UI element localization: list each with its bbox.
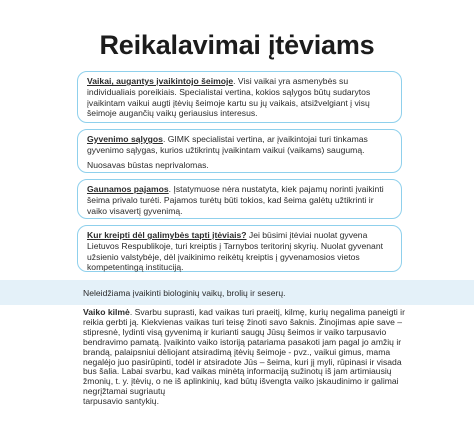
body-line: Vaiko kilmė. Svarbu suprasti, kad vaikas turi praeitį, kilmę, kurių negalima paneigti ir [83, 307, 405, 317]
page-title: Reikalavimai įtėviams [99, 30, 375, 60]
body-line: negrįžtamai sugriautų [83, 386, 166, 397]
requirement-card-children [77, 71, 402, 123]
child-origin-section [83, 308, 403, 407]
requirement-card-living-conditions [77, 129, 402, 173]
body-line: negalėjo juo pasirūpinti, todėl ir atsiradote Jūs – šeima, kuri jį myli, rūpinasi ir visada [83, 356, 402, 367]
requirement-card-where-to-apply [77, 225, 402, 272]
notice-band-text: Neleidžiama įvaikinti biologinių vaikų, brolių ir seserų. [83, 288, 286, 298]
requirement-card-income [77, 179, 402, 219]
section-heading: Vaiko kilmė [83, 307, 130, 317]
card-heading: Gaunamos pajamos [87, 184, 169, 194]
card-text: . GIMK specialistai vertina, ar įvaikintojai turi tinkamas gyvenimo sąlygas, kurios užtikrintų įvaikintam vaikui (vaikams) saugumą. [87, 134, 368, 155]
body-line: brandą, palaipsniui dėliojant atsiradimą įtėvių šeimoje - pvz., vaikui gimus, mama [83, 346, 391, 357]
card-paragraph [87, 184, 391, 216]
card-heading: Kur kreipti dėl galimybės tapti įtėviais? [87, 230, 247, 240]
card-heading: Gyvenimo sąlygos [87, 134, 163, 144]
card-text: Jei būsimi įtėviai nuolat gyvena Lietuvos Respublikoje, turi kreiptis į Tarnybos teritorinį skyrių. Nuolat gyvenant užsienio valstybėje, dėl įvaikinimo reikėtų kreiptis į gyvenamosios vietos kompetentingą instituciją. [87, 230, 383, 273]
body-line: bus šalia. Labai svarbu, kad vaikas minėtą informaciją sužinotų iš jam artimiausių [83, 366, 392, 377]
body-line: žmonių, t. y. įtėvių, o ne iš aplinkinių, kad būtų išvengta vaiko įskaudinimo ir galimai [83, 376, 399, 387]
card-paragraph [87, 76, 391, 119]
card-text: . Visi vaikai yra asmenybės su individualiais poreikiais. Specialistai vertina, kokios sąlygos būtų sudarytos įvaikintam vaikui augti įtėvių šeimoje kartu su jų vaikais, atsižvelgiant į visų šeimoje augančių vaikų geriausius interesus. [87, 76, 371, 119]
card-heading: Vaikai, augantys įvaikintojo šeimoje [87, 76, 234, 86]
body-line: reikia gerbti ją. Kiekvienas vaikas turi teisę žinoti savo šaknis. Žinojimas apie save – [83, 316, 403, 327]
body-line: bendravimo pamatą. Įvaikinto vaiko istoriją patariama pasakoti jam pagal jo amžių ir [83, 336, 402, 347]
body-line: stipresnė, lydinti visą gyvenimą ir kurianti saugų Jūsų šeimos ir vaiko tarpusavio [83, 326, 387, 337]
card-paragraph [87, 230, 391, 273]
card-note: Nuosavas būstas neprivalomas. [87, 159, 209, 170]
card-paragraph [87, 134, 391, 156]
body-line: tarpusavio santykių. [83, 396, 159, 407]
card-text: . Įstatymuose nėra nustatyta, kiek pajamų norinti įvaikinti šeima privalo turėti. Pajamos turėtų būti tokios, kad šeima galėtų užtikrinti ir vaiko visavertį gyvenimą. [87, 184, 384, 216]
